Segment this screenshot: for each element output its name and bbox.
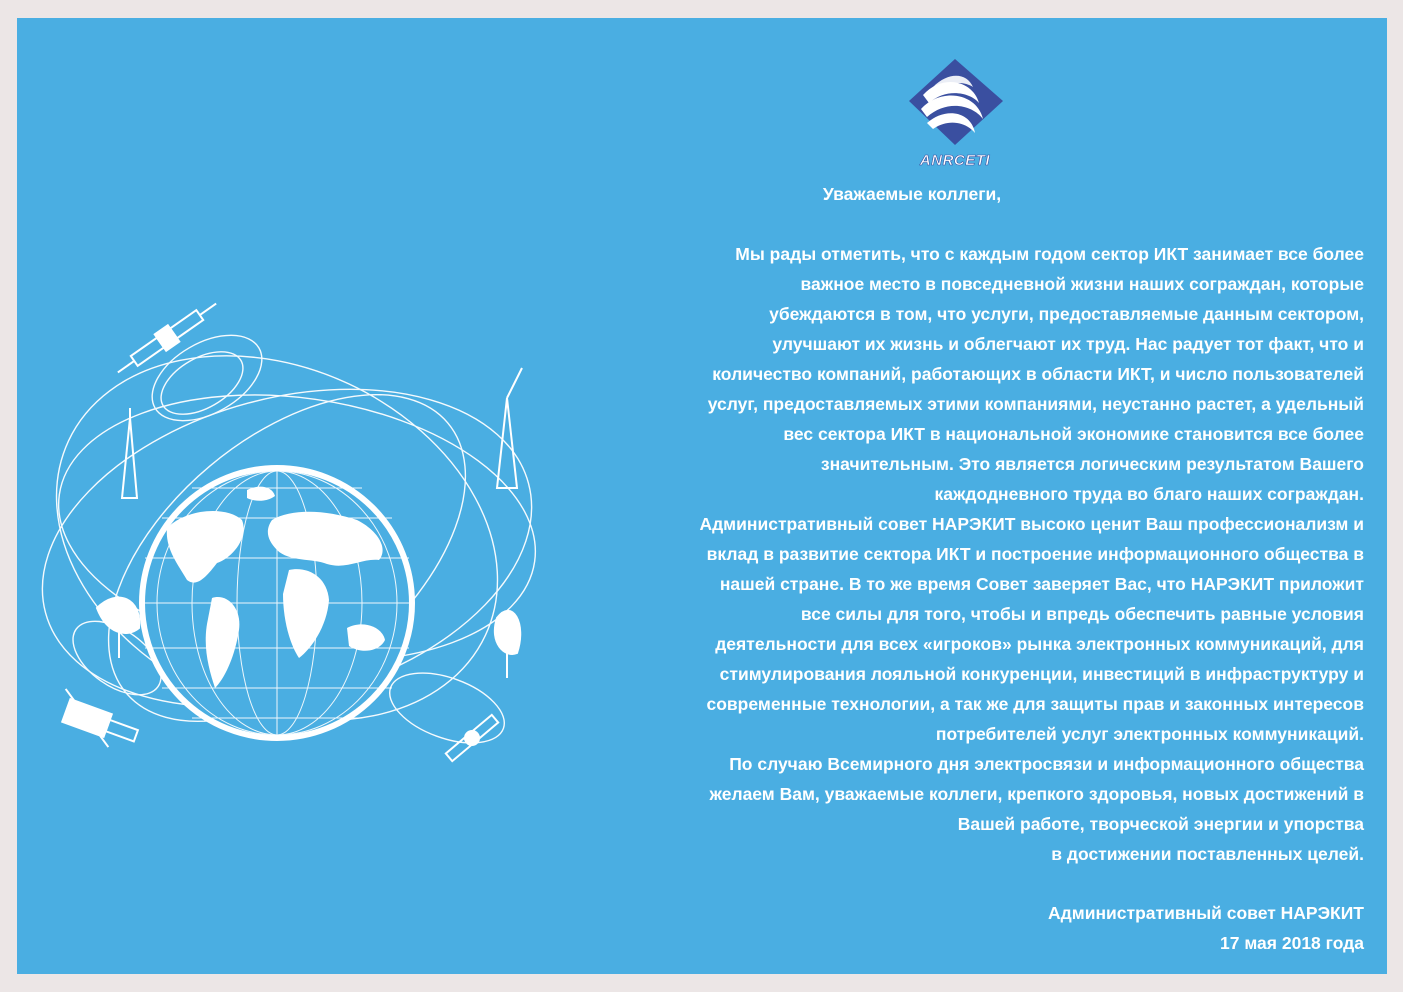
letter-line: значительным. Это является логическим результатом Вашего <box>820 454 1364 474</box>
letter-line: вес сектора ИКТ в национальной экономике становится все более <box>783 424 1364 444</box>
letter-line: в достижении поставленных целей. <box>1051 844 1364 864</box>
letter-line: Административный совет НАРЭКИТ высоко ценит Ваш профессионализм и <box>699 514 1364 534</box>
logo-text: ANRCETI <box>919 152 991 169</box>
letter-line: улучшают их жизнь и облегчают их труд. Нас радует тот факт, что и <box>772 334 1364 354</box>
anrceti-logo <box>903 53 1007 173</box>
letter-line: все силы для того, чтобы и впредь обеспечить равные условия <box>800 604 1364 624</box>
anrceti-logo-icon <box>903 53 1007 153</box>
greeting: Уважаемые коллеги, <box>822 184 1002 204</box>
letter-line: Вашей работе, творческой энергии и упорства <box>957 814 1364 834</box>
letter-line: желаем Вам, уважаемые коллеги, крепкого здоровья, новых достижений в <box>709 784 1364 804</box>
letter-line: По случаю Всемирного дня электросвязи и информационного общества <box>729 754 1364 774</box>
letter-line: важное место в повседневной жизни наших сограждан, которые <box>800 274 1364 294</box>
letter-line: Мы рады отметить, что с каждым годом сектор ИКТ занимает все более <box>735 244 1364 264</box>
letter-line: услуг, предоставляемых этими компаниями, неустанно растет, а удельный <box>707 394 1364 414</box>
letter-line: потребителей услуг электронных коммуникаций. <box>935 724 1364 744</box>
date: 17 мая 2018 года <box>1220 933 1364 953</box>
letter-line: каждодневного труда во благо наших сограждан. <box>934 484 1364 504</box>
globe-illustration <box>27 258 547 778</box>
letter-line: нашей стране. В то же время Совет заверяет Вас, что НАРЭКИТ приложит <box>719 574 1364 594</box>
letter-body <box>534 239 1364 869</box>
letter-line: убеждаются в том, что услуги, предоставляемые данным сектором, <box>769 304 1364 324</box>
letter-line: количество компаний, работающих в области ИКТ, и число пользователей <box>712 364 1364 384</box>
signature-block <box>864 898 1364 958</box>
letter-line: вклад в развитие сектора ИКТ и построение информационного общества в <box>706 544 1364 564</box>
letter-line: стимулирования лояльной конкуренции, инвестиций в инфраструктуру и <box>719 664 1364 684</box>
greeting-card <box>17 18 1387 974</box>
letter-line: современные технологии, а так же для защиты прав и законных интересов <box>706 694 1364 714</box>
signature: Административный совет НАРЭКИТ <box>1048 903 1364 923</box>
globe-satellites-illustration-icon <box>27 258 547 778</box>
letter-line: деятельности для всех «игроков» рынка электронных коммуникаций, для <box>715 634 1364 654</box>
